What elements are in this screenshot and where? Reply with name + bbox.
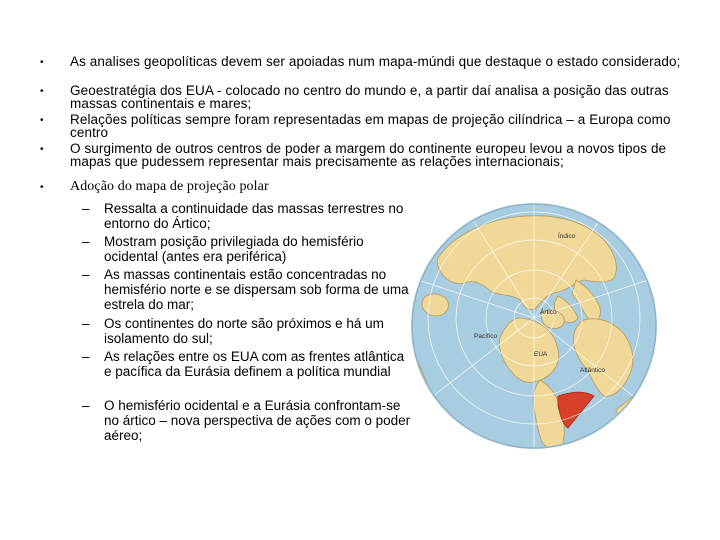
bullet-text: As analises geopolíticas devem ser apoiadas num mapa-múndi que destaque o estado considerado;: [70, 54, 681, 69]
bullet-marker: •: [40, 115, 44, 126]
bullet-marker: •: [40, 57, 44, 68]
map-label-pacifico: Pacífico: [474, 333, 498, 340]
australia-landmass: [422, 294, 448, 316]
bullet-marker: •: [40, 144, 44, 155]
bullet-text: Relações políticas sempre foram representadas em mapas de projeção cilíndrica – a Europa como centro: [70, 112, 671, 140]
sub-marker: –: [82, 201, 90, 216]
sub-text: As massas continentais estão concentradas no hemisfério norte e se dispersam sob forma de uma estrela do mar;: [104, 267, 409, 312]
sub-marker: –: [82, 267, 90, 282]
bullet-marker: •: [40, 86, 44, 97]
map-label-indico: Índico: [558, 233, 576, 240]
bullet-text: Adoção do mapa de projeção polar: [70, 179, 269, 194]
map-label-artico: Ártico: [540, 309, 557, 316]
sub-text: Os continentes do norte são próximos e há um isolamento do sul;: [104, 316, 384, 346]
map-label-atlantico: Atlântico: [580, 367, 605, 374]
polar-map-svg: [408, 200, 660, 452]
bullet-marker: •: [40, 182, 44, 193]
sub-marker: –: [82, 398, 90, 413]
polar-projection-map: [408, 200, 660, 452]
sub-marker: –: [82, 234, 90, 249]
sub-marker: –: [82, 316, 90, 331]
sub-marker: –: [82, 349, 90, 364]
sub-text: Mostram posição privilegiada do hemisfério ocidental (antes era periférica): [104, 234, 364, 264]
sub-text: O hemisfério ocidental e a Eurásia confrontam-se no ártico – nova perspectiva de ações com o poder aéreo;: [104, 398, 411, 443]
bullet-text: Geoestratégia dos EUA - colocado no centro do mundo e, a partir daí analisa a posição das outras massas continentais e mares;: [70, 83, 669, 111]
sub-text: As relações entre os EUA com as frentes atlântica e pacífica da Eurásia definem a política mundial: [104, 349, 405, 379]
map-label-eua: EUA: [534, 351, 548, 358]
bullet-text: O surgimento de outros centros de poder a margem do continente europeu levou a novos tipos de mapas que pudessem representar mais precisamente as relações internacionais;: [70, 141, 667, 169]
sub-text: Ressalta a continuidade das massas terrestres no entorno do Ártico;: [104, 201, 404, 231]
